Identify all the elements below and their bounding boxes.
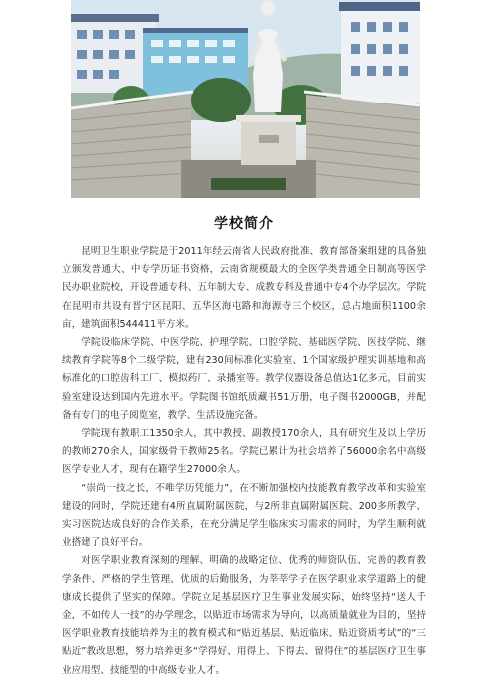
- paragraph-intro: 昆明卫生职业学院是于2011年经云南省人民政府批准、教育部备案组建的具备独立颁发普通大、中专学历证书资格，云南省规模最大的全医学类普通全日制高等医学民办职业院校，开设普通专科、五年制大专、成教专科及普通中专4个办学层次。学院在昆明市共设有晋宁区昆阳、五华区海屯路和海源寺三个校区，总占地面积1100余亩，建筑面积544411平方米。: [62, 246, 426, 330]
- article-body: [62, 243, 426, 680]
- paragraph-faculty: 学院现有教职工1350余人，其中教授、副教授170余人，具有研究生及以上学历的教师270余人，国家级骨干教师25名。学院已累计为社会培养了56000余名中高级医学专业人才，现有在籍学生27000余人。: [62, 428, 426, 476]
- campus-statue-illustration: [71, 0, 420, 198]
- paragraph-mission: 对医学职业教育深刻的理解、明确的战略定位、优秀的师资队伍、完善的教育教学条件、严格的学生管理、优质的后勤服务，为莘莘学子在医学职业求学道路上的健康成长提供了坚实的保障。学院立足基层医疗卫生事业发展实际，始终坚持“送人千金，不如传人一技”的办学理念，以贴近市场需求为导向，以高质量就业为目的，坚持医学职业教育技能培养为主的教育模式和“贴近基层、贴近临床、贴近资质考试”的“三贴近”教改思想，努力培养更多“学得好、用得上、下得去、留得住”的基层医疗卫生事业应用型、技能型的中高级专业人才。: [62, 555, 426, 676]
- paragraph-facilities: 学院设临床学院、中医学院、护理学院、口腔学院、基础医学院、医技学院、继续教育学院等8个二级学院，建有230间标准化实验室、1个国家级护理实训基地和高标准化的口腔齿科工厂、模拟药厂、录播室等。教学仪器设备总值达1亿多元，目前实验室建设达到国内先进水平。学院图书馆纸质藏书51万册，电子图书2000GB，并配备有专门的电子阅览室，教学、生活设施完备。: [62, 337, 426, 421]
- page-title: 学校简介: [214, 216, 274, 232]
- paragraph-hospitals: “崇尚一技之长，不唯学历凭能力”，在不断加强校内技能教育教学改革和实验室建设的同时，学院还建有4所直属附属医院，与2所非直属附属医院、200多所教学、实习医院达成良好的合作关系，在充分满足学生临床实习需求的同时，为学生顺利就业搭建了良好平台。: [62, 482, 426, 549]
- campus-photo: [71, 0, 420, 198]
